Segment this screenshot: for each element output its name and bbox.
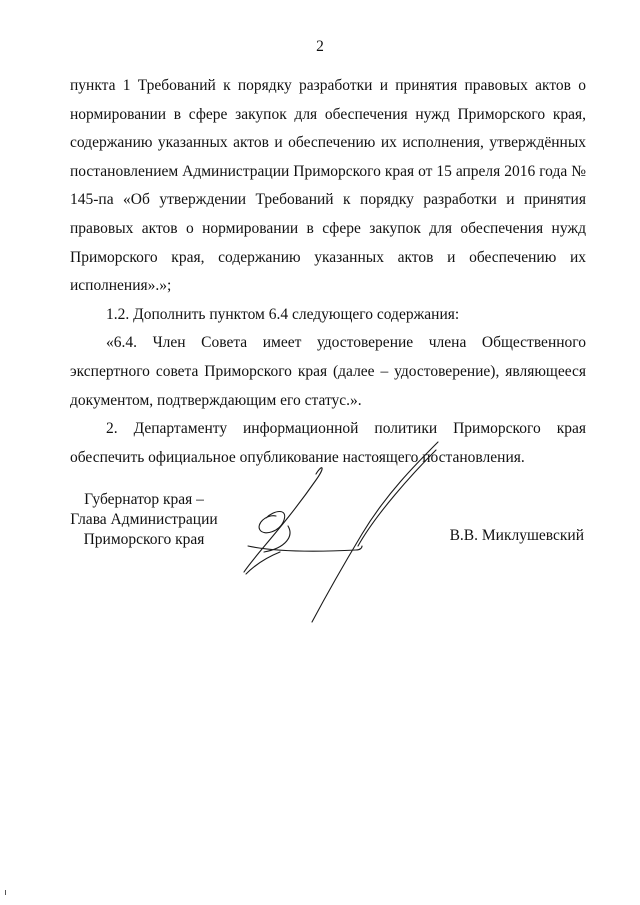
document-body — [70, 72, 586, 472]
handwritten-signature — [236, 434, 466, 630]
signer-title-line: Губернатор края – — [84, 491, 204, 508]
page-number: 2 — [316, 38, 324, 55]
paragraph-continuation: пункта 1 Требований к порядку разработки и принятия правовых актов о нормировании в сфере закупок для обеспечения нужд Приморского края, содержанию указанных актов и обеспечению их исполнения, утверждённых постановлением Администрации Приморского края от 15 апреля 2016 года № 145-па «Об утверждении Требований к порядку разработки и принятия правовых актов о нормировании в сфере закупок для обеспечения нужд Приморского края, содержанию указанных актов и обеспечению их исполнения».»; — [70, 77, 586, 295]
signer-title-line: Приморского края — [83, 531, 205, 548]
signer-title — [62, 490, 226, 550]
signer-name: В.В. Миклушевский — [449, 527, 584, 544]
paragraph-item-1-2: 1.2. Дополнить пунктом 6.4 следующего содержания: — [106, 305, 460, 323]
paragraph-item-2: 2. Департаменту информационной политики Приморского края обеспечить официальное опубликование настоящего постановления. — [70, 420, 586, 466]
paragraph-item-6-4: «6.4. Член Совета имеет удостоверение члена Общественного экспертного совета Приморского края (далее – удостоверение), являющееся документом, подтверждающим его статус.». — [70, 334, 586, 409]
signer-title-line: Глава Администрации — [70, 511, 218, 528]
scan-artifact — [5, 890, 6, 895]
